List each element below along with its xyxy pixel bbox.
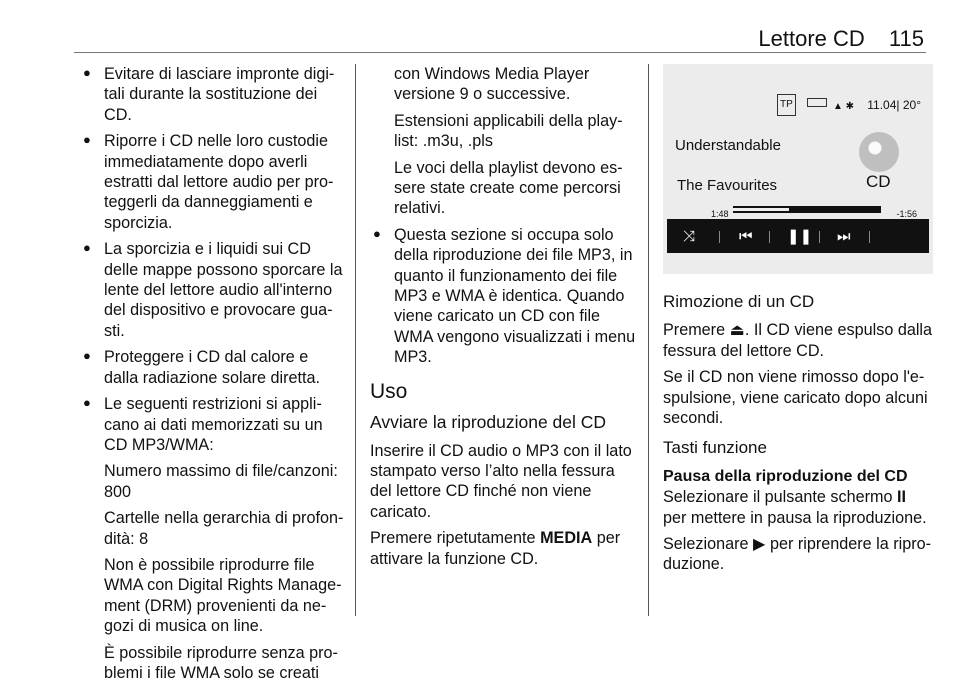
section-heading: Uso — [370, 379, 408, 403]
elapsed-time: 1:48 — [711, 209, 729, 219]
divider — [769, 231, 770, 243]
text-span: per attivare la funzione CD. — [370, 529, 621, 568]
page-header — [758, 26, 924, 52]
paragraph: È possibile riprodurre senza pro-blemi i file WMA solo se creati — [104, 643, 338, 682]
paragraph — [370, 528, 638, 569]
source-label: CD — [866, 172, 891, 191]
paragraph — [663, 487, 933, 528]
progress-bar[interactable] — [733, 206, 881, 213]
page-number: 115 — [888, 26, 924, 51]
text-span: per mettere in pausa la riproduzione. — [663, 508, 927, 527]
section-heading: Tasti funzione — [663, 438, 767, 458]
column-3 — [663, 64, 933, 581]
bullet-list — [370, 225, 638, 368]
progress-fill — [733, 208, 789, 211]
paragraph: Non è possibile riprodurre file WMA con Digital Rights Manage-ment (DRM) provenienti da ne-gozi di musica on line. — [104, 555, 342, 636]
next-icon[interactable]: ⏭ — [837, 228, 851, 245]
control-bar — [667, 219, 929, 253]
list-item: ● Le seguenti restrizioni si appli-cano ai dati memorizzati su un CD MP3/WMA: — [80, 394, 345, 455]
column-2 — [370, 64, 638, 575]
pause-icon[interactable]: ❚❚ — [787, 228, 813, 245]
subsection-heading: Pausa della riproduzione del CD — [663, 467, 908, 485]
header-rule — [74, 52, 926, 53]
shuffle-icon[interactable]: ⤨ — [683, 228, 696, 245]
text-span: per riprendere la ripro-duzione. — [663, 535, 931, 574]
text-span: Selezionare — [663, 535, 753, 554]
clock-readout: 11.04| 20° — [867, 98, 921, 112]
previous-icon[interactable]: ⏮ — [739, 228, 753, 245]
text-span: Premere ripetutamente — [370, 529, 541, 548]
column-1 — [80, 64, 345, 689]
list-item: ● Evitare di lasciare impronte digi-tali durante la sostituzione dei CD. — [80, 64, 345, 125]
list-item: ● Questa sezione si occupa solo della riproduzione dei file MP3, in quanto il funzionamento dei file MP3 e WMA è identica. Quando viene caricato un CD con file WMA vengono visualizzati i menu MP3. — [370, 225, 638, 368]
play-icon: ▶ — [753, 535, 766, 554]
text-span: . Il CD viene espulso dalla fessura del lettore CD. — [663, 321, 933, 360]
list-item: ● La sporcizia e i liquidi sui CD delle mappe possono sporcare la lente del lettore audio all'interno del dispositivo e provocare gua-sti. — [80, 239, 345, 341]
paragraph: Le voci della playlist devono es-sere state create come percorsi relativi. — [394, 158, 623, 218]
track-title: Understandable — [675, 137, 781, 154]
text-span: Selezionare il pulsante schermo — [663, 488, 897, 507]
list-item: ● Proteggere i CD dal calore e dalla radiazione solare diretta. — [80, 347, 345, 388]
divider — [819, 231, 820, 243]
media-label: MEDIA — [540, 529, 593, 548]
text-span: Premere — [663, 321, 730, 340]
remaining-time: -1:56 — [896, 209, 917, 219]
signal-icon: ▲ ✱ — [833, 101, 855, 112]
paragraph: Inserire il CD audio o MP3 con il lato stampato verso l’alto nella fessura del lettore CD finché non viene caricato. — [370, 441, 632, 521]
progress-row — [675, 202, 927, 219]
paragraph: Se il CD non viene rimosso dopo l'e-spulsione, viene caricato dopo alcuni secondi. — [663, 368, 928, 428]
eject-icon: ⏏ — [729, 321, 745, 340]
paragraph — [663, 320, 933, 361]
column-divider — [648, 64, 649, 616]
infotainment-screen-figure — [663, 64, 933, 274]
divider — [719, 231, 720, 243]
paragraph — [663, 534, 933, 575]
album-title: The Favourites — [677, 177, 778, 194]
divider — [869, 231, 870, 243]
cd-disc-icon — [859, 132, 899, 172]
paragraph: Numero massimo di file/canzoni: 800 — [104, 462, 338, 501]
status-bar — [673, 92, 925, 112]
section-heading: Rimozione di un CD — [663, 292, 815, 311]
paragraph: Cartelle nella gerarchia di profon-dità: 8 — [104, 509, 344, 548]
header-title: Lettore CD — [758, 26, 865, 51]
bullet-list — [80, 64, 345, 455]
pause-label: II — [896, 488, 906, 507]
tp-badge: TP — [777, 94, 796, 116]
subsection-heading: Avviare la riproduzione del CD — [370, 412, 607, 433]
list-item: ● Riporre i CD nelle loro custodie immediatamente dopo averli estratti dal lettore audio per pro-teggerli da danneggiamenti e sporcizia. — [80, 131, 345, 233]
column-divider — [355, 64, 356, 616]
paragraph: Estensioni applicabili della play-list: .m3u, .pls — [394, 111, 623, 151]
paragraph: con Windows Media Player versione 9 o successive. — [394, 65, 590, 104]
battery-icon — [807, 98, 827, 107]
